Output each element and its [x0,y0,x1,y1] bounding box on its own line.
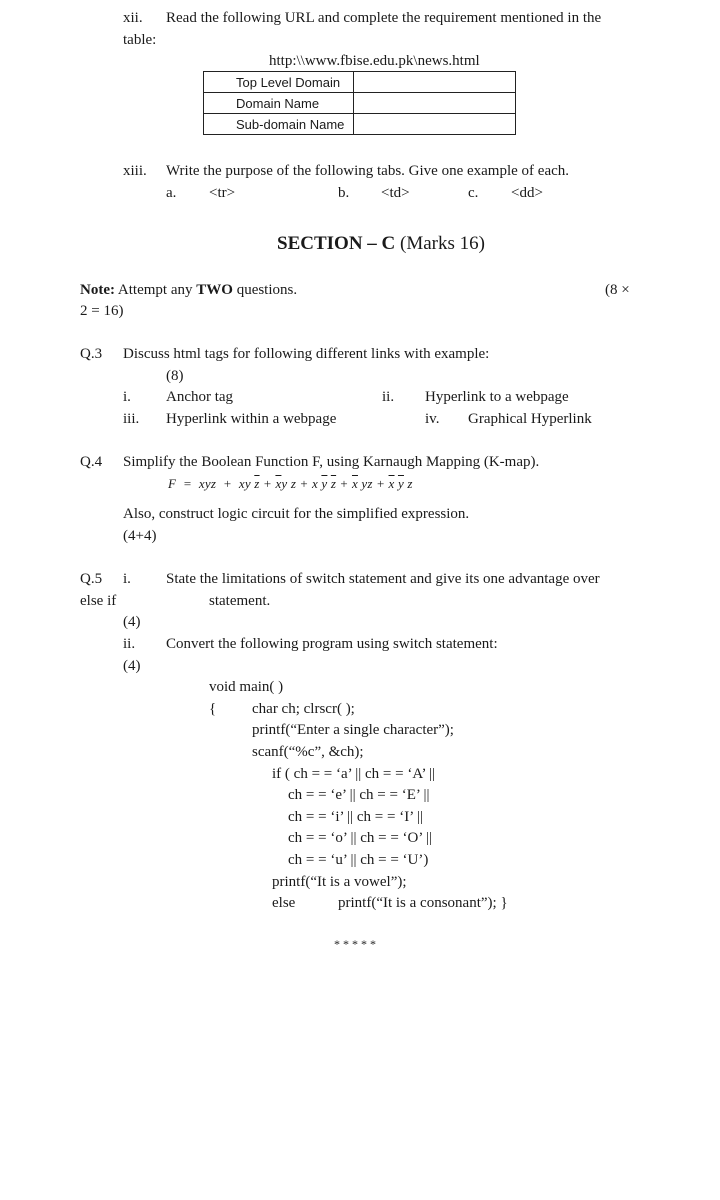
table-cell-empty [354,72,516,93]
q13-b-label: b. [338,185,350,201]
q5-ii-number: ii. [123,636,136,652]
q3-item-text: Graphical Hyperlink [468,411,592,427]
q5-i-text-cont: statement. [209,593,271,609]
code-line: ch = = ‘o’ || ch = = ‘O’ || [288,830,433,846]
q4-number: Q.4 [80,454,103,470]
code-line: printf(“It is a consonant”); } [338,895,508,911]
q3-item-num: iv. [425,411,440,427]
q13-text: Write the purpose of the following tabs. Give one example of each. [166,163,570,179]
q5-i-else-if: else if [80,593,117,609]
note-text-post: questions. [236,282,298,298]
table-cell-label: Top Level Domain [204,72,354,93]
note-label: Note: [80,282,115,298]
table-row [204,93,516,114]
q3-marks: (8) [166,368,184,384]
q13-c-label: c. [468,185,479,201]
q3-item-num: ii. [382,389,395,405]
q4-also-text: Also, construct logic circuit for the simplified expression. [123,506,470,522]
note-marks: (8 × [605,282,630,298]
q3-item-text: Anchor tag [166,389,234,405]
q12-url: http:\\www.fbise.edu.pk\news.html [269,53,480,69]
section-title [0,232,720,256]
code-line: printf(“Enter a single character”); [252,722,454,738]
q12-number: xii. [123,10,143,26]
q12-text-cont: table: [123,32,157,48]
note-line [80,280,297,300]
q13-a-value: <tr> [209,185,236,201]
section-title-bold: SECTION – C [277,233,396,254]
q3-item-text: Hyperlink to a webpage [425,389,569,405]
code-line: ch = = ‘i’ || ch = = ‘I’ || [288,809,423,825]
table-cell-label: Sub-domain Name [204,114,354,135]
q5-ii-marks: (4) [123,658,141,674]
q5-ii-text: Convert the following program using switch statement: [166,636,498,652]
table-row [204,72,516,93]
q3-item-num: i. [123,389,131,405]
q12-text: Read the following URL and complete the requirement mentioned in the [166,10,602,26]
q13-b-value: <td> [381,185,410,201]
q3-item-text: Hyperlink within a webpage [166,411,337,427]
end-of-section-mark: * * * * * [334,937,376,951]
note-text-pre: Attempt any [117,282,193,298]
code-line: void main( ) [209,679,284,695]
formula-lhs: F [168,476,177,491]
code-line: { [209,701,217,717]
code-line: scanf(“%c”, &ch); [252,744,364,760]
q5-i-number: i. [123,571,131,587]
note-text-bold: TWO [196,282,233,298]
q13-c-value: <dd> [511,185,543,201]
code-line: ch = = ‘u’ || ch = = ‘U’) [288,852,429,868]
q4-marks: (4+4) [123,528,157,544]
q4-text: Simplify the Boolean Function F, using Karnaugh Mapping (K-map). [123,454,540,470]
code-line: else [272,895,296,911]
table-cell-empty [354,93,516,114]
section-title-marks: (Marks 16) [400,233,485,254]
q5-i-text: State the limitations of switch statement and give its one advantage over [166,571,600,587]
note-marks-cont: 2 = 16) [80,303,124,319]
code-line: if ( ch = = ‘a’ || ch = = ‘A’ || [272,766,436,782]
q3-item-num: iii. [123,411,140,427]
q5-i-marks: (4) [123,614,141,630]
code-line: char ch; clrscr( ); [252,701,355,717]
table-cell-label: Domain Name [204,93,354,114]
code-line: printf(“It is a vowel”); [272,874,407,890]
q3-number: Q.3 [80,346,103,362]
q13-a-label: a. [166,185,177,201]
q13-number: xiii. [123,163,147,179]
q5-number: Q.5 [80,571,103,587]
domain-table [203,71,516,135]
table-cell-empty [354,114,516,135]
table-row [204,114,516,135]
q3-text: Discuss html tags for following different links with example: [123,346,490,362]
boolean-function: F = xyz + xy $\overline{z} + \overline{x}y$ z + x $\overline{y}$ $\overline{z} + \overline{x}$ yz + $\overline{x}$ $\overline{y}$ z [168,476,413,491]
code-line: ch = = ‘e’ || ch = = ‘E’ || [288,787,430,803]
